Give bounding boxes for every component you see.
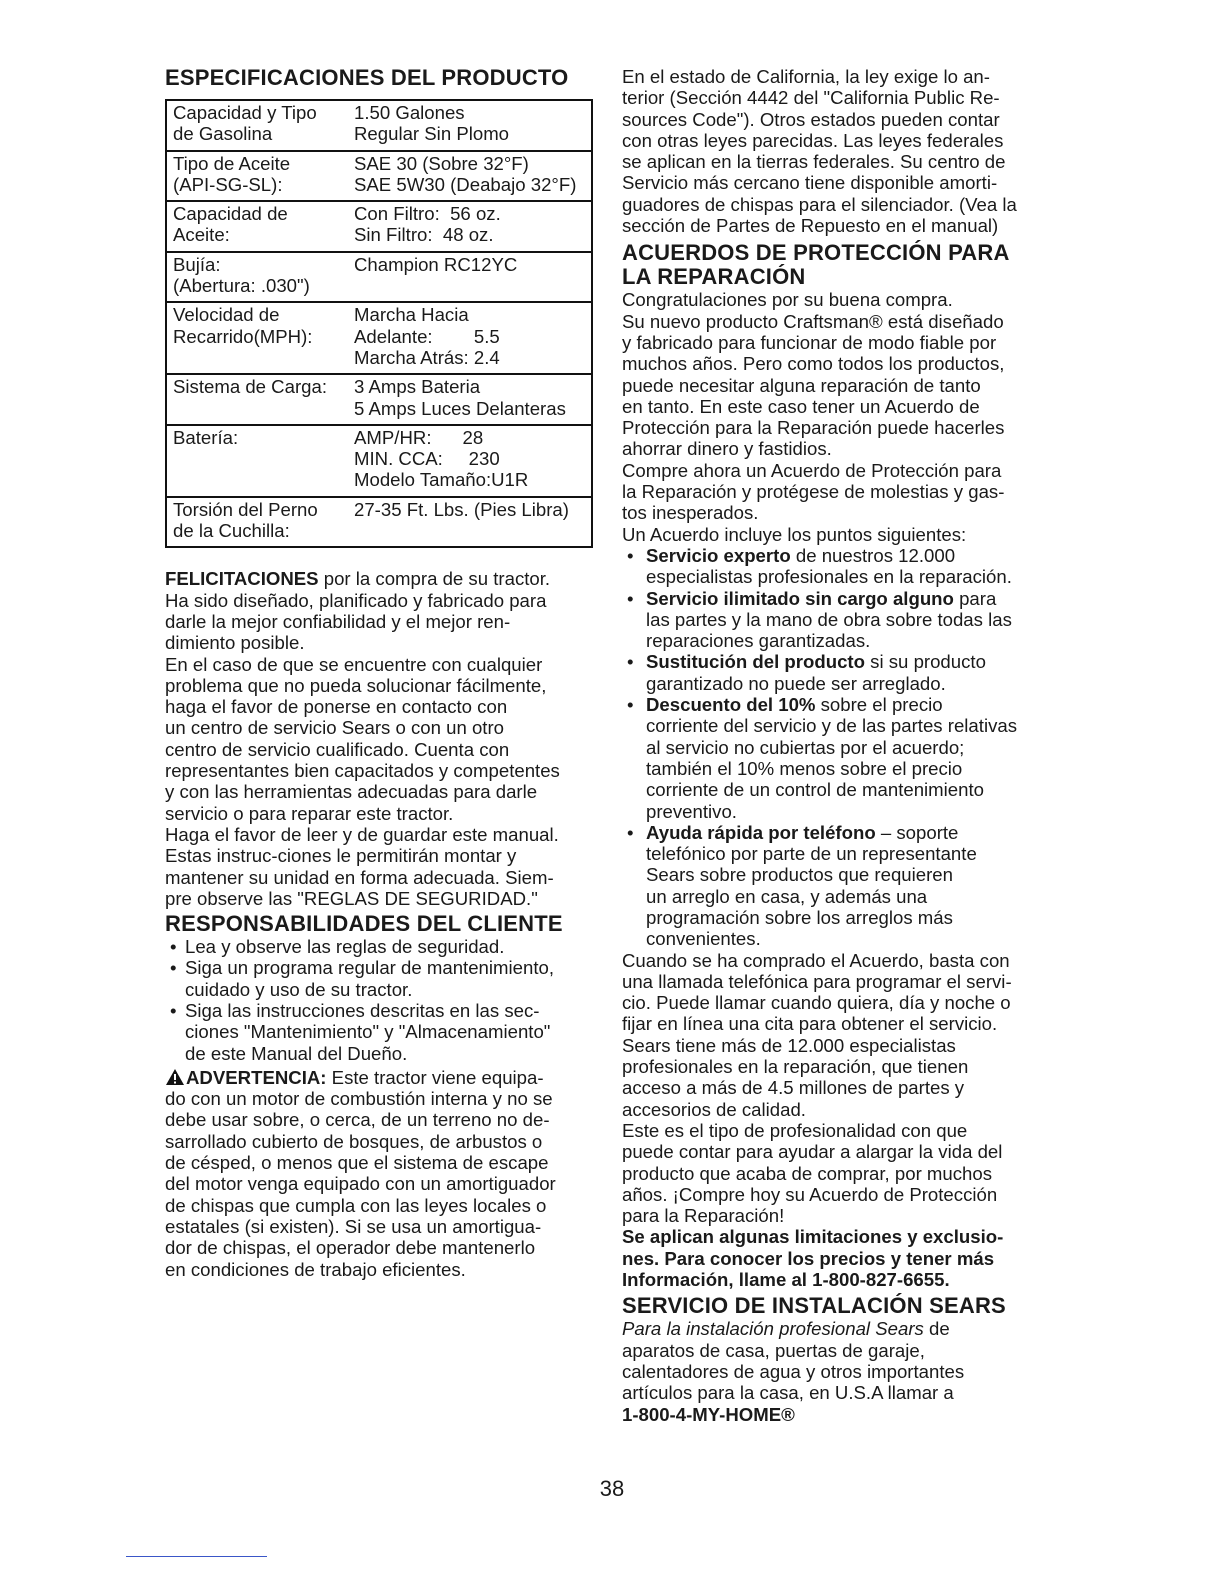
plan-item-line: programación sobre los arreglos más	[646, 906, 953, 928]
plan-item-line: reparaciones garantizadas.	[646, 630, 871, 652]
spec-label	[166, 302, 354, 374]
spec-label-line: de Gasolina	[173, 123, 273, 145]
warning-paragraph	[165, 1067, 597, 1280]
spec-value-line: Marcha Atrás: 2.4	[354, 346, 500, 368]
california-line: con otras leyes parecidas. Las leyes federales	[622, 129, 1004, 151]
protection-line: en tanto. En este caso tener un Acuerdo de	[622, 395, 980, 417]
spec-value-line: Adelante: 5.5	[354, 325, 500, 347]
spec-label	[166, 201, 354, 252]
spec-value-line: Sin Filtro: 48 oz.	[354, 224, 494, 246]
spec-value	[354, 151, 592, 202]
plan-item-line: convenientes.	[646, 928, 761, 950]
congrats-line: por la compra de su tractor.	[318, 568, 551, 590]
page-number: 38	[599, 1476, 625, 1501]
closing-line: Cuando se ha comprado el Acuerdo, basta con	[622, 949, 1010, 971]
resp-item	[165, 957, 597, 1000]
install-line: artículos para la casa, en U.S.A llamar a	[622, 1382, 954, 1404]
protection-heading	[622, 241, 1052, 289]
spec-label-line: Tipo de Aceite	[173, 152, 291, 174]
spec-label-line: Velocidad de	[173, 304, 280, 326]
california-line: terior (Sección 4442 del "California Public Re-	[622, 87, 1000, 109]
plan-item-first-line	[646, 588, 1052, 609]
closing-line: acceso a más de 4.5 millones de partes y	[622, 1077, 965, 1099]
closing-line: puede contar para ayudar a alargar la vida del	[622, 1141, 1003, 1163]
spec-label-line: (API-SG-SL):	[173, 173, 283, 195]
plan-item-line: Sears sobre productos que requieren	[646, 864, 953, 886]
resp-item-line: • Siga las instrucciones descritas en las sec-	[185, 999, 540, 1021]
spec-row	[166, 100, 592, 151]
warning-line: Este tractor viene equipa-	[326, 1066, 544, 1088]
congrats-line: problema que no pueda solucionar fácilmente,	[165, 674, 547, 696]
left-column	[165, 66, 597, 1280]
congrats-paragraph	[165, 568, 597, 909]
congrats-line: mantener su unidad en forma adecuada. Siem-	[165, 866, 554, 888]
plan-item-text: si su producto	[865, 651, 986, 673]
plan-list	[622, 545, 1052, 950]
warning-line: debe usar sobre, o cerca, de un terreno no de-	[165, 1109, 550, 1131]
spec-value-line: Marcha Hacia	[354, 304, 469, 326]
warning-line: dor de chispas, el operador debe mantenerlo	[165, 1237, 536, 1259]
install-line: aparatos de casa, puertas de garaje,	[622, 1339, 925, 1361]
protection-line: muchos años. Pero como todos los productos,	[622, 353, 1005, 375]
spec-label-line: Aceite:	[173, 224, 230, 246]
spec-value-line: SAE 30 (Sobre 32°F)	[354, 152, 529, 174]
install-phone: 1-800-4-MY-HOME®	[622, 1403, 795, 1425]
spec-label-line: Batería:	[173, 426, 239, 448]
california-line: Servicio más cercano tiene disponible amorti-	[622, 172, 998, 194]
resp-list	[165, 936, 597, 1064]
spec-row	[166, 374, 592, 425]
congrats-first-line	[165, 568, 597, 589]
specs-table	[165, 99, 593, 548]
congrats-line: servicio o para reparar este tractor.	[165, 802, 454, 824]
plan-item	[622, 588, 1052, 652]
plan-item-line: al servicio no cubiertas por el acuerdo;	[646, 736, 965, 758]
congrats-line: Ha sido diseñado, planificado y fabricado para	[165, 589, 547, 611]
closing-line: para la Reparación!	[622, 1205, 785, 1227]
protection-line: ahorrar dinero y fastidios.	[622, 438, 832, 460]
spec-value	[354, 201, 592, 252]
spec-label-line: (Abertura: .030")	[173, 275, 310, 297]
limits-line: nes. Para conocer los precios y tener más	[622, 1247, 995, 1269]
warning-first-line	[165, 1067, 597, 1088]
plan-item	[622, 694, 1052, 822]
spec-label-line: Recarrido(MPH):	[173, 325, 313, 347]
spec-label-line: Capacidad de	[173, 203, 288, 225]
closing-line: fijar en línea una cita para obtener el servicio.	[622, 1013, 998, 1035]
spec-value-line: 1.50 Galones	[354, 102, 465, 123]
spec-label	[166, 151, 354, 202]
plan-item-bold: Sustitución del producto	[646, 651, 865, 673]
plan-item-bold: Descuento del 10%	[646, 694, 816, 716]
spec-label	[166, 374, 354, 425]
congrats-line: darle la mejor confiabilidad y el mejor ren-	[165, 610, 511, 632]
congrats-line: Haga el favor de leer y de guardar este manual.	[165, 823, 559, 845]
congrats-line: un centro de servicio Sears o con un otro	[165, 717, 505, 739]
resp-item	[165, 936, 597, 957]
protection-paragraph	[622, 289, 1052, 545]
protection-line: Un Acuerdo incluye los puntos siguientes:	[622, 523, 967, 545]
resp-item-line: cuidado y uso de su tractor.	[185, 978, 413, 1000]
plan-item-line: las partes y la mano de obra sobre todas las	[646, 608, 1012, 630]
spec-value-line: Champion RC12YC	[354, 253, 518, 275]
right-column	[622, 66, 1052, 1425]
plan-item-text: para	[953, 587, 997, 609]
plan-item-line: especialistas profesionales en la reparación.	[646, 566, 1012, 588]
closing-line: años. ¡Compre hoy su Acuerdo de Protección	[622, 1183, 998, 1205]
california-line: se aplican en la tierras federales. Su centro de	[622, 151, 1006, 173]
closing-line: producto que acaba de comprar, por muchos	[622, 1162, 993, 1184]
protection-line: puede necesitar alguna reparación de tanto	[622, 374, 981, 396]
spec-row	[166, 425, 592, 497]
resp-item-line: • Siga un programa regular de mantenimiento,	[185, 957, 554, 979]
warning-line: de césped, o menos que el sistema de escape	[165, 1152, 549, 1174]
limits-paragraph	[622, 1226, 1052, 1290]
congrats-line: representantes bien capacitados y competentes	[165, 760, 560, 782]
california-line: sección de Partes de Repuesto en el manual)	[622, 215, 999, 237]
install-line: de	[923, 1318, 950, 1340]
spec-row	[166, 302, 592, 374]
protection-line: y fabricado para funcionar de modo fiable por	[622, 331, 997, 353]
limits-line: Información, llame al 1-800-827-6655.	[622, 1269, 950, 1291]
closing-line: accesorios de calidad.	[622, 1098, 806, 1120]
spec-value	[354, 100, 592, 151]
spec-value-line: AMP/HR: 28	[354, 426, 484, 448]
resp-item-line: de este Manual del Dueño.	[185, 1042, 408, 1064]
closing-line: cio. Puede llamar cuando quiera, día y noche o	[622, 992, 1011, 1014]
resp-heading: RESPONSABILIDADES DEL CLIENTE	[165, 911, 563, 937]
closing-line: Este es el tipo de profesionalidad con que	[622, 1119, 968, 1141]
spec-value-line: Modelo Tamaño:U1R	[354, 469, 529, 491]
plan-item	[622, 651, 1052, 694]
spec-value-line: 3 Amps Bateria	[354, 376, 481, 398]
california-line: En el estado de California, la ley exige lo an-	[622, 66, 990, 87]
congrats-line: En el caso de que se encuentre con cualquier	[165, 653, 543, 675]
plan-item-line: garantizado no puede ser arreglado.	[646, 672, 946, 694]
protection-line: la Reparación y protégese de molestias y gas-	[622, 481, 1005, 503]
plan-item-text: – soporte	[875, 821, 959, 843]
congrats-line: Estas instruc-ciones le permitirán montar y	[165, 845, 517, 867]
spec-row	[166, 252, 592, 303]
plan-item-bold: Servicio ilimitado sin cargo alguno	[646, 587, 954, 609]
protection-heading-line: LA REPARACIÓN	[622, 264, 806, 290]
closing-line: una llamada telefónica para programar el servi-	[622, 970, 1012, 992]
plan-item-first-line	[646, 694, 1052, 715]
protection-line: Congratulaciones por su buena compra.	[622, 289, 953, 311]
congrats-line: pre observe las "REGLAS DE SEGURIDAD."	[165, 887, 538, 909]
spec-label-line: Torsión del Perno	[173, 498, 318, 520]
spec-label-line: Capacidad y Tipo	[173, 102, 317, 123]
california-paragraph	[622, 66, 1052, 236]
closing-line: Sears tiene más de 12.000 especialistas	[622, 1034, 956, 1056]
spec-label	[166, 497, 354, 548]
spec-value-line: Regular Sin Plomo	[354, 123, 510, 145]
spec-value-line: SAE 5W30 (Deabajo 32°F)	[354, 173, 577, 195]
congrats-line: dimiento posible.	[165, 632, 305, 654]
plan-item	[622, 545, 1052, 588]
plan-item-line: corriente de un control de mantenimiento	[646, 779, 984, 801]
spec-value	[354, 374, 592, 425]
install-heading: SERVICIO DE INSTALACIÓN SEARS	[622, 1293, 1006, 1319]
spec-value-line: Con Filtro: 56 oz.	[354, 203, 501, 225]
warning-line: del motor venga equipado con un amortiguador	[165, 1173, 556, 1195]
congrats-bold: FELICITACIONES	[165, 568, 319, 590]
install-first-line	[622, 1318, 1052, 1339]
warning-line: sarrollado cubierto de bosques, de arbustos o	[165, 1130, 543, 1152]
plan-item-line: corriente del servicio y de las partes relativas	[646, 715, 1018, 737]
protection-line: tos inesperados.	[622, 502, 759, 524]
spec-label	[166, 252, 354, 303]
warning-line: en condiciones de trabajo eficientes.	[165, 1258, 466, 1280]
closing-line: profesionales en la reparación, que tienen	[622, 1056, 969, 1078]
plan-item-bold: Ayuda rápida por teléfono	[646, 821, 876, 843]
california-line: sources Code"). Otros estados pueden contar	[622, 108, 1000, 130]
warning-line: de chispas que cumpla con las leyes locales o	[165, 1194, 547, 1216]
warning-line: do con un motor de combustión interna y no se	[165, 1088, 553, 1110]
warning-triangle-icon	[165, 1068, 185, 1086]
spec-label	[166, 425, 354, 497]
plan-item-bold: Servicio experto	[646, 544, 791, 566]
spec-label-line: de la Cuchilla:	[173, 520, 290, 542]
spec-value	[354, 302, 592, 374]
protection-heading-line: ACUERDOS DE PROTECCIÓN PARA	[622, 240, 1010, 266]
spec-row	[166, 201, 592, 252]
congrats-line: centro de servicio cualificado. Cuenta con	[165, 738, 510, 760]
install-line: calentadores de agua y otros importantes	[622, 1360, 965, 1382]
footer-rule	[126, 1556, 267, 1557]
protection-line: Protección para la Reparación puede hacerles	[622, 417, 1005, 439]
spec-label	[166, 100, 354, 151]
install-italic: Para la instalación profesional Sears	[622, 1318, 924, 1340]
congrats-line: haga el favor de ponerse en contacto con	[165, 696, 508, 718]
congrats-line: y con las herramientas adecuadas para darle	[165, 781, 538, 803]
protection-line: Su nuevo producto Craftsman® está diseñado	[622, 310, 1004, 332]
install-paragraph	[622, 1318, 1052, 1424]
plan-item	[622, 822, 1052, 950]
protection-line: Compre ahora un Acuerdo de Protección para	[622, 459, 1002, 481]
specs-heading: ESPECIFICACIONES DEL PRODUCTO	[165, 65, 569, 90]
spec-value-line: MIN. CCA: 230	[354, 448, 500, 470]
spec-value	[354, 252, 592, 303]
plan-item-line: un arreglo en casa, y además una	[646, 885, 928, 907]
spec-row	[166, 497, 592, 548]
closing-paragraph	[622, 950, 1052, 1227]
resp-item-line: ciones "Mantenimiento" y "Almacenamiento"	[185, 1021, 551, 1043]
spec-value-line: 27-35 Ft. Lbs. (Pies Libra)	[354, 498, 569, 520]
spec-value-line: 5 Amps Luces Delanteras	[354, 397, 566, 419]
plan-item-text: sobre el precio	[815, 694, 943, 716]
spec-label-line: Bujía:	[173, 253, 221, 275]
plan-item-first-line	[646, 822, 1052, 843]
spec-label-line: Sistema de Carga:	[173, 376, 327, 398]
plan-item-text: de nuestros 12.000	[790, 544, 956, 566]
resp-item	[165, 1000, 597, 1064]
limits-line: Se aplican algunas limitaciones y exclusio-	[622, 1226, 1004, 1248]
spec-value	[354, 497, 592, 548]
resp-item-line: • Lea y observe las reglas de seguridad.	[185, 936, 505, 958]
spec-row	[166, 151, 592, 202]
plan-item-line: preventivo.	[646, 800, 737, 822]
plan-item-first-line	[646, 545, 1052, 566]
warning-line: estatales (si existen). Si se usa un amortigua-	[165, 1215, 542, 1237]
california-line: guadores de chispas para el silenciador. (Vea la	[622, 193, 1017, 215]
plan-item-line: telefónico por parte de un representante	[646, 843, 977, 865]
spec-value	[354, 425, 592, 497]
warning-label: ADVERTENCIA:	[186, 1066, 327, 1088]
plan-item-first-line	[646, 651, 1052, 672]
plan-item-line: también el 10% menos sobre el precio	[646, 757, 963, 779]
